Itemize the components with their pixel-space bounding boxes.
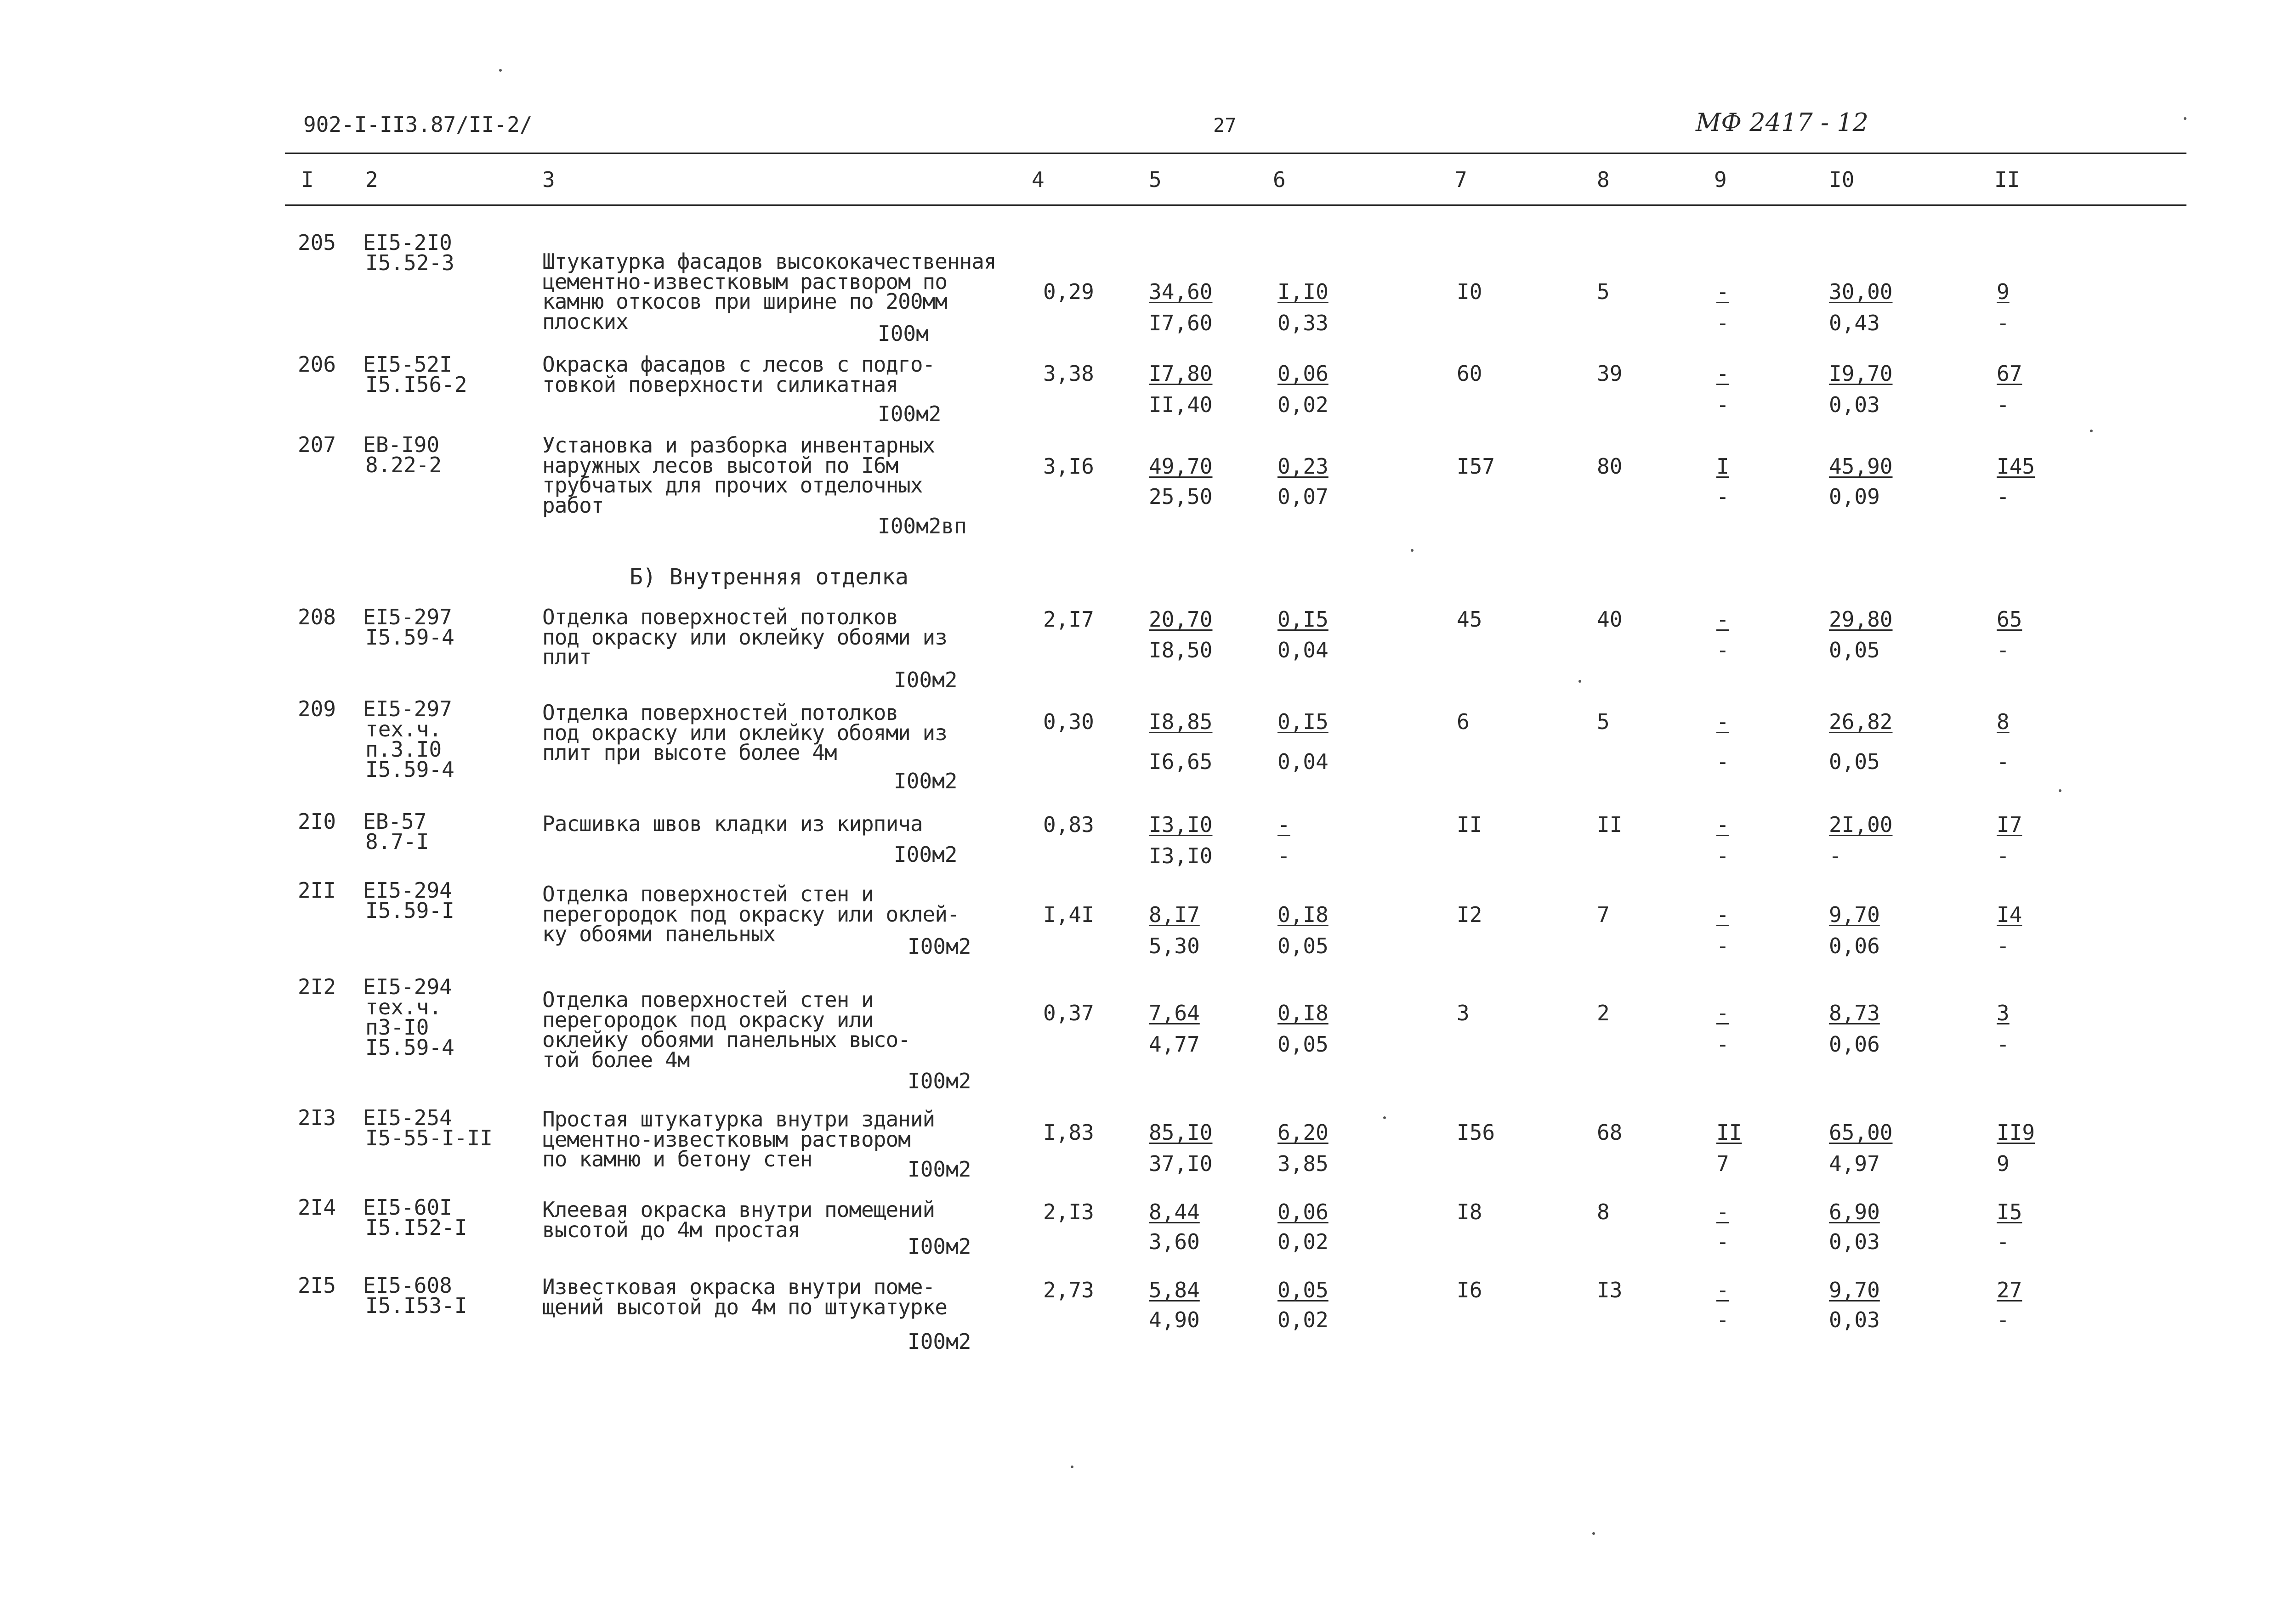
description-line: оклейку обоями панельных высо- <box>542 1027 910 1052</box>
description-line: плит <box>542 645 591 670</box>
col11-value-bottom: - <box>1997 934 2010 958</box>
description-line: по камню и бетону стен <box>542 1147 812 1172</box>
row-code: I5.59-4 <box>365 625 454 650</box>
col9-value-top: - <box>1716 607 1729 632</box>
col6-value-top: 0,06 <box>1277 1200 1329 1224</box>
col6-value-top: 0,06 <box>1277 361 1329 386</box>
col5-value-top: 85,I0 <box>1149 1120 1213 1145</box>
col9-value-top: - <box>1716 812 1729 837</box>
col11-value-top: 65 <box>1997 607 2022 632</box>
col4-value: 0,37 <box>1043 1001 1094 1025</box>
col11-value-bottom: - <box>1997 484 2010 509</box>
col6-value-bottom: 0,05 <box>1277 1032 1329 1057</box>
header-rule-bottom <box>285 204 2186 206</box>
row-number: 207 <box>298 432 336 457</box>
row-unit: I00м2 <box>878 402 942 426</box>
col7-value: I57 <box>1457 454 1495 479</box>
row-code: EI5-297 <box>363 696 452 721</box>
col11-value-top: 3 <box>1997 1001 2010 1025</box>
description-line: Клеевая окраска внутри помещений <box>542 1197 935 1222</box>
col10-value-bottom: 0,43 <box>1829 311 1880 335</box>
row-code: EI5-294 <box>363 974 452 999</box>
col5-value-top: I8,85 <box>1149 709 1213 734</box>
row-description <box>542 607 947 668</box>
row-number: 2I5 <box>298 1273 336 1298</box>
col7-value: 6 <box>1457 709 1470 734</box>
col5-value-bottom: 3,60 <box>1149 1229 1200 1254</box>
col6-value-top: 6,20 <box>1277 1120 1329 1145</box>
col5-value-bottom: I3,I0 <box>1149 843 1213 868</box>
col-header-9: 9 <box>1714 167 1727 192</box>
row-code: 8.7-I <box>365 829 429 854</box>
col4-value: 3,I6 <box>1043 454 1094 479</box>
page-number: 27 <box>1213 114 1237 136</box>
col11-value-bottom: - <box>1997 1307 2010 1332</box>
col9-value-bottom: - <box>1716 1032 1729 1057</box>
col9-value-bottom: - <box>1716 749 1729 774</box>
col-header-10: I0 <box>1829 167 1855 192</box>
col9-value-top: - <box>1716 709 1729 734</box>
col10-value-bottom: 0,09 <box>1829 484 1880 509</box>
section-title-internal: Б) Внутренняя отделка <box>630 564 908 590</box>
description-line: цементно-известковым раствором <box>542 1126 910 1152</box>
col4-value: 0,30 <box>1043 709 1094 734</box>
row-code: I5.59-I <box>365 898 454 923</box>
col11-value-top: I5 <box>1997 1200 2022 1224</box>
col5-value-top: 34,60 <box>1149 279 1213 304</box>
col6-value-top: I,I0 <box>1277 279 1329 304</box>
row-description <box>542 1274 947 1319</box>
col11-value-bottom: - <box>1997 638 2010 662</box>
col10-value-top: 6,90 <box>1829 1200 1880 1224</box>
col-header-4: 4 <box>1032 167 1045 192</box>
col11-value-top: I45 <box>1997 454 2035 479</box>
description-line: Окраска фасадов с лесов с подго- <box>542 352 935 377</box>
col7-value: 3 <box>1457 1001 1470 1025</box>
col5-value-top: 20,70 <box>1149 607 1213 632</box>
col5-value-bottom: I7,60 <box>1149 311 1213 335</box>
description-line: Отделка поверхностей стен и <box>542 987 874 1012</box>
description-line: цементно-известковым раствором по <box>542 269 947 294</box>
col5-value-bottom: 25,50 <box>1149 484 1213 509</box>
col10-value-bottom: 0,05 <box>1829 638 1880 662</box>
col5-value-top: I3,I0 <box>1149 812 1213 837</box>
col8-value: 5 <box>1597 279 1610 304</box>
scan-speck <box>1411 549 1414 552</box>
row-description <box>542 987 910 1073</box>
row-unit: I00м2 <box>894 769 958 793</box>
row-code: п3-I0 <box>365 1015 429 1040</box>
row-unit: I00м2вп <box>878 514 967 538</box>
col5-value-bottom: 4,90 <box>1149 1307 1200 1332</box>
col5-value-top: 8,I7 <box>1149 902 1200 927</box>
col6-value-bottom: - <box>1277 843 1290 868</box>
col11-value-bottom: - <box>1997 749 2010 774</box>
row-number: 2I3 <box>298 1105 336 1130</box>
col9-value-top: - <box>1716 1200 1729 1224</box>
col10-value-bottom: 0,06 <box>1829 1032 1880 1057</box>
col4-value: I,83 <box>1043 1120 1094 1145</box>
col9-value-top: - <box>1716 1278 1729 1302</box>
col9-value-top: - <box>1716 902 1729 927</box>
description-line: Отделка поверхностей потолков <box>542 700 898 725</box>
col5-value-top: 8,44 <box>1149 1200 1200 1224</box>
scan-speck <box>1071 1466 1073 1468</box>
col7-value: I0 <box>1457 279 1482 304</box>
col11-value-bottom: 9 <box>1997 1151 2010 1176</box>
row-code: I5.52-3 <box>365 250 454 275</box>
col6-value-top: 0,I5 <box>1277 607 1329 632</box>
col-header-6: 6 <box>1273 167 1286 192</box>
row-code: I5.59-4 <box>365 757 454 782</box>
col8-value: 8 <box>1597 1200 1610 1224</box>
col4-value: 2,73 <box>1043 1278 1094 1302</box>
col6-value-bottom: 0,07 <box>1277 484 1329 509</box>
row-code: I5-55-I-II <box>365 1126 493 1150</box>
description-line: ку обоями панельных <box>542 922 776 947</box>
col6-value-bottom: 0,02 <box>1277 1229 1329 1254</box>
col8-value: 80 <box>1597 454 1623 479</box>
scan-speck <box>2184 117 2186 120</box>
row-code: п.3.I0 <box>365 737 442 762</box>
row-unit: I00м2 <box>894 668 958 692</box>
col4-value: 3,38 <box>1043 361 1094 386</box>
row-code: I5.I56-2 <box>365 372 467 397</box>
col9-value-top: II <box>1716 1120 1742 1145</box>
col6-value-bottom: 0,05 <box>1277 934 1329 958</box>
row-code: EI5-608 <box>363 1273 452 1298</box>
col5-value-bottom: I8,50 <box>1149 638 1213 662</box>
col7-value: I56 <box>1457 1120 1495 1145</box>
scan-speck <box>2059 789 2061 792</box>
description-line: камню откосов при ширине по 200мм <box>542 289 947 314</box>
row-number: 206 <box>298 352 336 377</box>
col6-value-top: 0,23 <box>1277 454 1329 479</box>
col10-value-bottom: 0,03 <box>1829 1229 1880 1254</box>
col9-value-top: I <box>1716 454 1729 479</box>
col4-value: 2,I7 <box>1043 607 1094 632</box>
col10-value-bottom: 0,06 <box>1829 934 1880 958</box>
description-line: наружных лесов высотой по I6м <box>542 453 898 478</box>
scan-speck <box>1383 1116 1386 1119</box>
col5-value-bottom: 37,I0 <box>1149 1151 1213 1176</box>
description-line: Штукатурка фасадов высококачественная <box>542 249 996 274</box>
row-code: EI5-2I0 <box>363 230 452 255</box>
col11-value-top: 8 <box>1997 709 2010 734</box>
description-line: перегородок под окраску или оклей- <box>542 901 959 927</box>
col-header-3: 3 <box>542 167 555 192</box>
col8-value: 68 <box>1597 1120 1623 1145</box>
col5-value-top: 7,64 <box>1149 1001 1200 1025</box>
col5-value-top: 49,70 <box>1149 454 1213 479</box>
scan-speck <box>1592 1532 1595 1535</box>
col8-value: 7 <box>1597 902 1610 927</box>
col7-value: 60 <box>1457 361 1482 386</box>
col10-value-top: 9,70 <box>1829 902 1880 927</box>
row-code: EB-I90 <box>363 432 440 457</box>
row-description <box>542 811 923 836</box>
col10-value-top: 29,80 <box>1829 607 1893 632</box>
description-line: трубчатых для прочих отделочных <box>542 473 923 498</box>
col6-value-bottom: 0,04 <box>1277 749 1329 774</box>
col6-value-top: 0,I5 <box>1277 709 1329 734</box>
col-header-11: II <box>1994 167 2020 192</box>
description-line: под окраску или оклейку обоями из <box>542 624 947 650</box>
row-description <box>542 352 935 397</box>
col-header-2: 2 <box>365 167 378 192</box>
row-code: I5.59-4 <box>365 1035 454 1060</box>
col6-value-top: 0,I8 <box>1277 902 1329 927</box>
row-number: 2I2 <box>298 974 336 999</box>
col11-value-bottom: - <box>1997 843 2010 868</box>
col8-value: II <box>1597 812 1623 837</box>
row-unit: I00м2 <box>908 934 971 959</box>
row-code: EI5-294 <box>363 878 452 903</box>
col4-value: 2,I3 <box>1043 1200 1094 1224</box>
row-description <box>542 433 935 518</box>
col9-value-bottom: - <box>1716 311 1729 335</box>
col6-value-bottom: 0,04 <box>1277 638 1329 662</box>
col5-value-top: 5,84 <box>1149 1278 1200 1302</box>
row-code: EI5-297 <box>363 605 452 629</box>
col10-value-top: I9,70 <box>1829 361 1893 386</box>
row-number: 208 <box>298 605 336 629</box>
col11-value-bottom: - <box>1997 1229 2010 1254</box>
col5-value-bottom: 5,30 <box>1149 934 1200 958</box>
col-header-5: 5 <box>1149 167 1162 192</box>
row-unit: I00м2 <box>908 1329 971 1354</box>
col6-value-bottom: 3,85 <box>1277 1151 1329 1176</box>
col11-value-top: I7 <box>1997 812 2022 837</box>
col6-value-bottom: 0,02 <box>1277 392 1329 417</box>
col9-value-top: - <box>1716 279 1729 304</box>
col6-value-top: - <box>1277 812 1290 837</box>
col9-value-bottom: - <box>1716 934 1729 958</box>
description-line: перегородок под окраску или <box>542 1007 874 1032</box>
col9-value-top: - <box>1716 1001 1729 1025</box>
col8-value: 40 <box>1597 607 1623 632</box>
row-code: 8.22-2 <box>365 453 442 477</box>
row-unit: I00м2 <box>908 1157 971 1182</box>
col9-value-bottom: - <box>1716 843 1729 868</box>
col5-value-bottom: II,40 <box>1149 392 1213 417</box>
col9-value-bottom: - <box>1716 638 1729 662</box>
description-line: под окраску или оклейку обоями из <box>542 720 947 745</box>
row-code: тех.ч. <box>365 995 442 1019</box>
col10-value-top: 26,82 <box>1829 709 1893 734</box>
col9-value-bottom: - <box>1716 1307 1729 1332</box>
col7-value: II <box>1457 812 1482 837</box>
row-code: EI5-52I <box>363 352 452 377</box>
col10-value-top: 30,00 <box>1829 279 1893 304</box>
row-description <box>542 884 959 945</box>
col11-value-top: 9 <box>1997 279 2010 304</box>
col6-value-top: 0,05 <box>1277 1278 1329 1302</box>
col11-value-top: 67 <box>1997 361 2022 386</box>
col5-value-bottom: 4,77 <box>1149 1032 1200 1057</box>
col4-value: I,4I <box>1043 902 1094 927</box>
description-line: работ <box>542 493 604 518</box>
col11-value-bottom: - <box>1997 392 2010 417</box>
row-description <box>542 1109 935 1170</box>
row-code: тех.ч. <box>365 717 442 741</box>
col10-value-top: 2I,00 <box>1829 812 1893 837</box>
col11-value-bottom: - <box>1997 1032 2010 1057</box>
description-line: Установка и разборка инвентарных <box>542 433 935 458</box>
document-stamp: МФ 2417 - 12 <box>1696 108 1868 137</box>
description-line: плоских <box>542 309 628 334</box>
description-line: Известковая окраска внутри поме- <box>542 1274 935 1299</box>
col7-value: I8 <box>1457 1200 1482 1224</box>
description-line: Отделка поверхностей стен и <box>542 882 874 906</box>
col6-value-bottom: 0,33 <box>1277 311 1329 335</box>
description-line: Простая штукатурка внутри зданий <box>542 1107 935 1132</box>
description-line: плит при высоте более 4м <box>542 740 837 765</box>
col10-value-bottom: 4,97 <box>1829 1151 1880 1176</box>
row-number: 205 <box>298 230 336 255</box>
description-line: той более 4м <box>542 1047 690 1073</box>
doc-code: 902-I-II3.87/II-2/ <box>303 112 533 137</box>
scan-speck <box>1578 680 1581 683</box>
description-line: щений высотой до 4м по штукатурке <box>542 1294 947 1319</box>
row-unit: I00м2 <box>908 1069 971 1093</box>
col8-value: 5 <box>1597 709 1610 734</box>
description-line: высотой до 4м простая <box>542 1217 800 1242</box>
col6-value-top: 0,I8 <box>1277 1001 1329 1025</box>
description-line: Отделка поверхностей потолков <box>542 605 898 629</box>
col8-value: 2 <box>1597 1001 1610 1025</box>
col6-value-bottom: 0,02 <box>1277 1307 1329 1332</box>
col10-value-top: 45,90 <box>1829 454 1893 479</box>
col7-value: I6 <box>1457 1278 1482 1302</box>
col9-value-bottom: - <box>1716 484 1729 509</box>
row-description <box>542 700 947 765</box>
col-header-8: 8 <box>1597 167 1610 192</box>
col5-value-top: I7,80 <box>1149 361 1213 386</box>
col11-value-top: I4 <box>1997 902 2022 927</box>
col7-value: 45 <box>1457 607 1482 632</box>
header-rule-top <box>285 153 2186 154</box>
description-line: Расшивка швов кладки из кирпича <box>542 811 923 836</box>
col9-value-bottom: 7 <box>1716 1151 1729 1176</box>
row-unit: I00м2 <box>908 1234 971 1259</box>
col10-value-top: 9,70 <box>1829 1278 1880 1302</box>
col-header-7: 7 <box>1454 167 1467 192</box>
row-number: 2I0 <box>298 809 336 834</box>
row-code: I5.I53-I <box>365 1293 467 1318</box>
col5-value-bottom: I6,65 <box>1149 749 1213 774</box>
col4-value: 0,83 <box>1043 812 1094 837</box>
scan-speck <box>2090 430 2093 432</box>
col4-value: 0,29 <box>1043 279 1094 304</box>
row-code: EI5-254 <box>363 1105 452 1130</box>
row-description <box>542 1197 935 1242</box>
col11-value-top: II9 <box>1997 1120 2035 1145</box>
col8-value: 39 <box>1597 361 1623 386</box>
col10-value-top: 65,00 <box>1829 1120 1893 1145</box>
col11-value-top: 27 <box>1997 1278 2022 1302</box>
col7-value: I2 <box>1457 902 1482 927</box>
row-unit: I00м <box>878 321 929 346</box>
col-header-1: I <box>301 167 314 192</box>
row-code: EB-57 <box>363 809 427 834</box>
row-number: 209 <box>298 696 336 721</box>
col10-value-bottom: - <box>1829 843 1842 868</box>
col9-value-bottom: - <box>1716 1229 1729 1254</box>
row-number: 2II <box>298 878 336 903</box>
col10-value-bottom: 0,05 <box>1829 749 1880 774</box>
row-code: EI5-60I <box>363 1195 452 1220</box>
row-number: 2I4 <box>298 1195 336 1220</box>
col10-value-bottom: 0,03 <box>1829 1307 1880 1332</box>
col10-value-top: 8,73 <box>1829 1001 1880 1025</box>
col10-value-bottom: 0,03 <box>1829 392 1880 417</box>
col11-value-bottom: - <box>1997 311 2010 335</box>
col8-value: I3 <box>1597 1278 1623 1302</box>
row-code: I5.I52-I <box>365 1215 467 1240</box>
description-line: товкой поверхности силикатная <box>542 372 898 397</box>
scan-speck <box>499 69 502 72</box>
col9-value-bottom: - <box>1716 392 1729 417</box>
col9-value-top: - <box>1716 361 1729 386</box>
row-unit: I00м2 <box>894 842 958 867</box>
